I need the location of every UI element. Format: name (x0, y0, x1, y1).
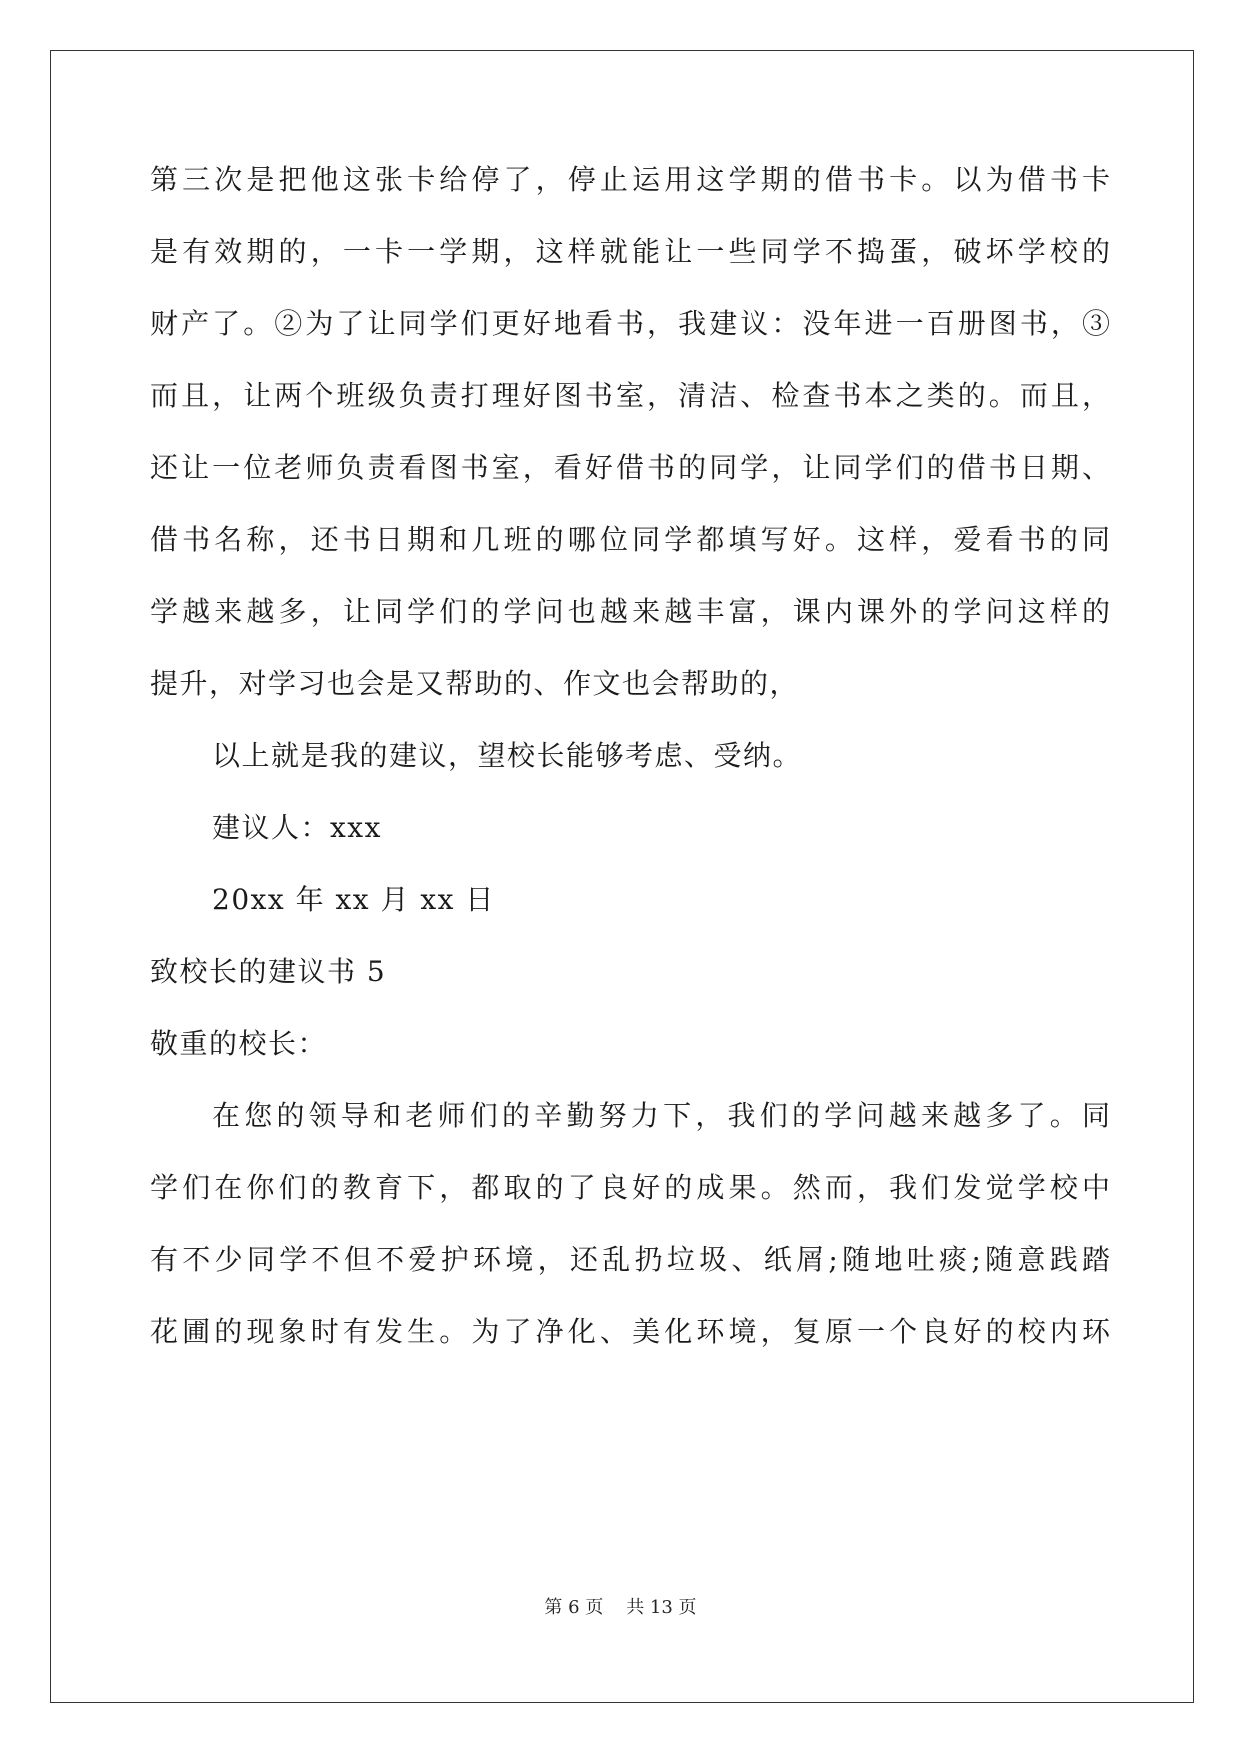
page-border (50, 50, 1194, 1703)
paragraph-line: 是有效期的，一卡一学期，这样就能让一些同学不捣蛋，破坏学校的 (150, 235, 1110, 268)
paragraph-line: 学越来越多，让同学们的学问也越来越丰富，课内课外的学问这样的 (150, 595, 1110, 628)
paragraph-line: 而且，让两个班级负责打理好图书室，清洁、检查书本之类的。而且， (150, 379, 1110, 412)
paragraph-line: 提升，对学习也会是又帮助的、作文也会帮助的， (150, 667, 800, 700)
paragraph-line: 借书名称，还书日期和几班的哪位同学都填写好。这样，爱看书的同 (150, 523, 1110, 556)
paragraph-line: 还让一位老师负责看图书室，看好借书的同学，让同学们的借书日期、 (150, 451, 1110, 484)
page-number-footer: 第 6 页 共 13 页 (544, 1597, 697, 1618)
paragraph-line: 财产了。②为了让同学们更好地看书，我建议：没年进一百册图书，③ (150, 307, 1110, 340)
signature-line: 建议人：xxx (212, 811, 382, 844)
paragraph-line: 花圃的现象时有发生。为了净化、美化环境，复原一个良好的校内环 (150, 1315, 1110, 1348)
paragraph-line: 在您的领导和老师们的辛勤努力下，我们的学问越来越多了。同 (212, 1099, 1110, 1132)
section-title: 致校长的建议书 5 (150, 955, 387, 988)
date-line: 20xx 年 xx 月 xx 日 (212, 883, 495, 916)
paragraph-line: 有不少同学不但不爱护环境，还乱扔垃圾、纸屑;随地吐痰;随意践踏 (150, 1243, 1110, 1276)
paragraph-line: 学们在你们的教育下，都取的了良好的成果。然而，我们发觉学校中 (150, 1171, 1110, 1204)
closing-remark: 以上就是我的建议，望校长能够考虑、受纳。 (212, 739, 803, 772)
paragraph-line: 第三次是把他这张卡给停了，停止运用这学期的借书卡。以为借书卡 (150, 163, 1110, 196)
salutation: 敬重的校长： (150, 1027, 328, 1060)
